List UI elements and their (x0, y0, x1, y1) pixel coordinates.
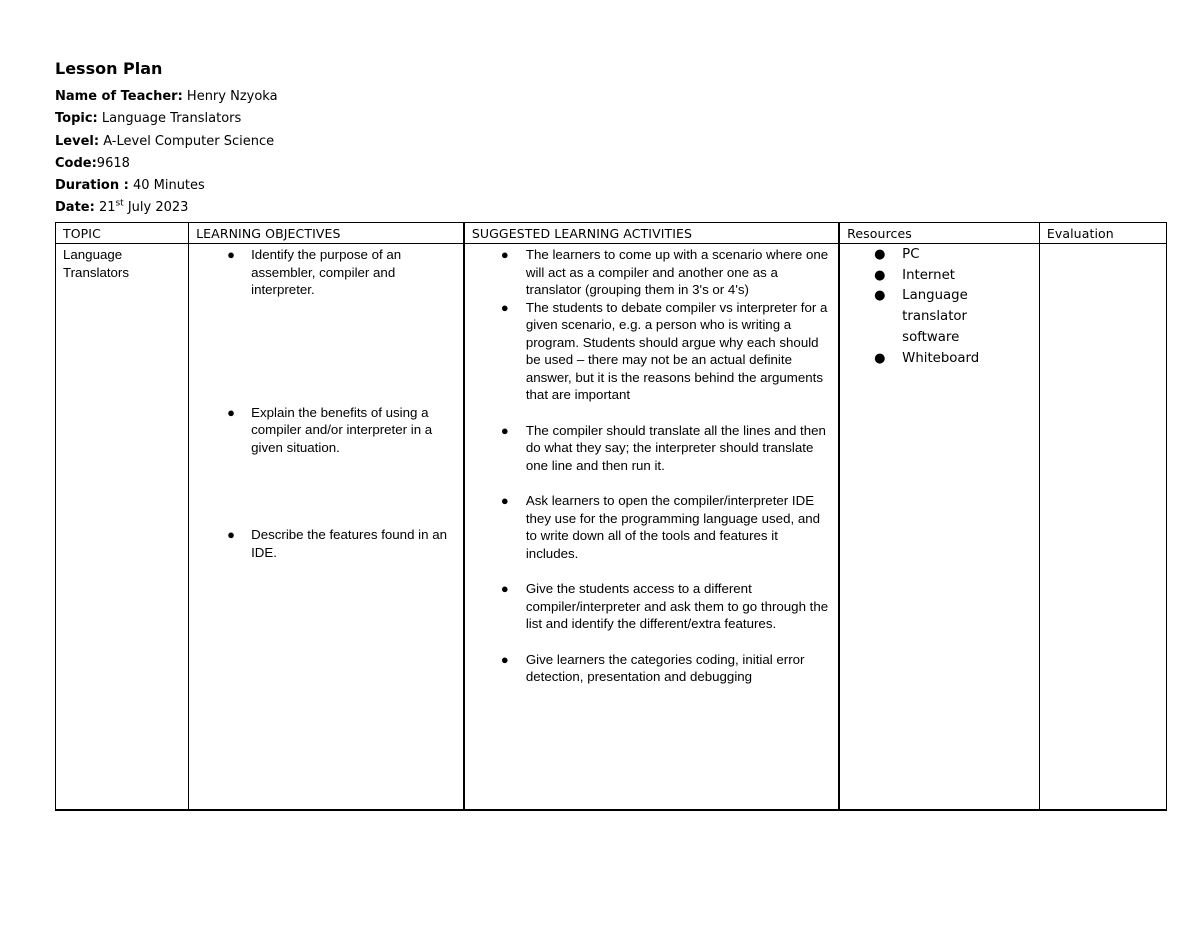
objective-text: Describe the features found in an IDE. (251, 527, 447, 560)
level-line (55, 131, 278, 153)
bullet-icon: ● (874, 288, 886, 304)
list-item (465, 246, 838, 299)
list-item (189, 404, 463, 457)
teacher-value: Henry Nzyoka (186, 89, 278, 104)
activities-cell (464, 244, 839, 811)
list-item (465, 299, 838, 404)
duration-label: Duration : (55, 178, 129, 194)
list-item (840, 286, 1039, 348)
activity-text: The learners to come up with a scenario where one will act as a compiler and another one as a translator (grouping them in 3's or 4's) (525, 247, 829, 297)
code-value: 9618 (96, 155, 130, 171)
activity-text: The students to debate compiler vs interpreter for a given scenario, e.g. a person who is writing a program. Students should argue why each should be used – there may not be an actual definite answer, but it is the reasons behind the arguments that are important (525, 299, 828, 402)
topic-label: Topic: (55, 111, 98, 127)
header-topic: TOPIC (56, 223, 189, 244)
date-line (55, 197, 278, 219)
header-resources: Resources (839, 223, 1039, 244)
list-item (840, 245, 1039, 266)
list-item (465, 492, 838, 562)
bullet-icon: ● (500, 651, 509, 667)
duration-line (55, 175, 278, 197)
table-row (56, 244, 1167, 811)
list-item (465, 651, 838, 686)
list-item (840, 266, 1039, 287)
duration-value: 40 Minutes (132, 178, 205, 194)
activities-list (465, 246, 838, 686)
bullet-icon: ● (227, 527, 235, 542)
header-activities: SUGGESTED LEARNING ACTIVITIES (464, 223, 839, 244)
activity-text: Give the students access to a different compiler/interpreter and ask them to go through the list and identify the different/extra features. (525, 581, 829, 631)
evaluation-cell (1039, 244, 1166, 811)
topic-cell (56, 244, 189, 811)
resources-cell (839, 244, 1039, 811)
topic-cell-text: Language Translators (63, 247, 130, 280)
bullet-icon: ● (500, 581, 509, 596)
objective-text: Identify the purpose of an assembler, compiler and interpreter. (251, 247, 402, 297)
table-header-row (56, 223, 1167, 244)
activity-text: Give learners the categories coding, initial error detection, presentation and debugging (525, 651, 805, 684)
list-item (465, 580, 838, 633)
date-label: Date: (55, 200, 95, 216)
bullet-icon: ● (500, 299, 509, 315)
topic-value: Language Translators (101, 111, 242, 127)
resource-text: Internet (902, 267, 955, 283)
activity-text: Ask learners to open the compiler/interpreter IDE they use for the programming language used, and to write down all of the tools and features it includes. (525, 493, 821, 561)
objectives-list (189, 246, 463, 561)
page-title: Lesson Plan (55, 59, 163, 78)
list-item (189, 246, 463, 299)
document-header (55, 58, 278, 220)
resource-text: Language translator software (902, 288, 968, 345)
teacher-line (55, 86, 278, 108)
header-objectives: LEARNING OBJECTIVES (189, 223, 464, 244)
bullet-icon: ● (874, 247, 886, 262)
objective-text: Explain the benefits of using a compiler and/or interpreter in a given situation. (251, 404, 433, 455)
topic-line (55, 108, 278, 130)
bullet-icon: ● (227, 404, 235, 420)
lesson-plan-table (55, 222, 1167, 811)
bullet-icon: ● (874, 350, 886, 366)
code-label: Code: (55, 155, 97, 171)
list-item (189, 526, 463, 561)
list-item (465, 422, 838, 475)
bullet-icon: ● (500, 493, 509, 508)
bullet-icon: ● (227, 247, 235, 262)
date-suffix: st (115, 199, 124, 210)
resources-list (840, 245, 1039, 369)
teacher-label: Name of Teacher: (55, 89, 183, 104)
bullet-icon: ● (500, 247, 509, 262)
level-value: A-Level Computer Science (103, 133, 275, 149)
objectives-cell (189, 244, 464, 811)
activity-text: The compiler should translate all the lines and then do what they say; the interpreter should translate one line and then run it. (525, 422, 826, 473)
header-evaluation: Evaluation (1039, 223, 1166, 244)
resource-text: Whiteboard (902, 350, 980, 366)
date-day: 21 (98, 200, 116, 216)
bullet-icon: ● (874, 267, 886, 283)
bullet-icon: ● (500, 422, 509, 438)
level-label: Level: (55, 133, 100, 149)
list-item (840, 349, 1039, 370)
date-rest: July 2023 (127, 200, 189, 216)
code-line (55, 153, 278, 175)
resource-text: PC (902, 247, 920, 262)
